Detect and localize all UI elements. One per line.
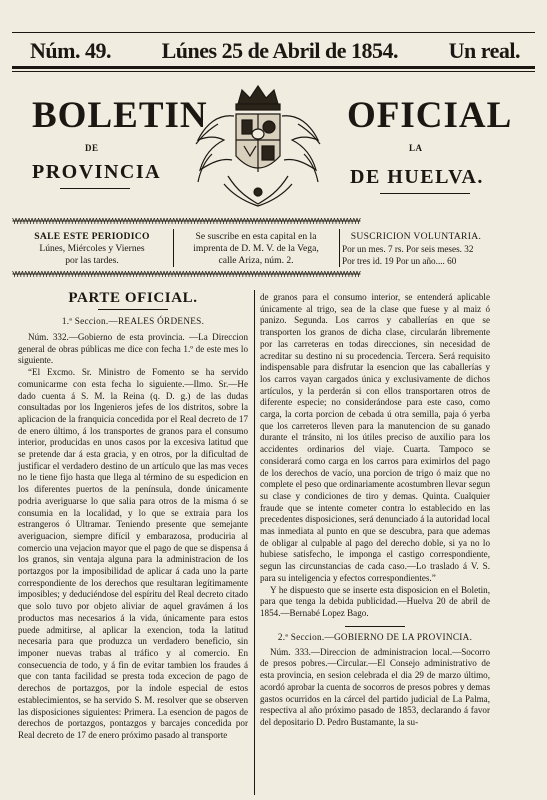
title-de-huelva: DE HUELVA.	[350, 166, 484, 188]
right-column	[260, 292, 490, 729]
title-la: LA	[409, 143, 423, 153]
info-schedule-line-1: SALE ESTE PERIODICO	[34, 231, 150, 242]
info-prices	[342, 231, 490, 267]
title-ornament-right	[380, 193, 470, 194]
masthead-rule	[12, 66, 535, 69]
section-rule	[345, 626, 405, 627]
issue-date: Lúnes 25 de Abril de 1854.	[161, 38, 398, 63]
title-ornament-left	[60, 188, 130, 189]
masthead	[30, 38, 520, 64]
section-title-reales-ordenes: 1.ª Seccion.—REALES ÓRDENES.	[61, 316, 205, 326]
top-rule	[12, 32, 535, 33]
paragraph: “El Excmo. Sr. Ministro de Fomento se ha servido comunicarme con esta fecha lo siguiente.—Ilmo. Sr.—He dado cuenta á S. M. la Reina (q. D. g.) de las dudas consultadas por los Ingenieros jefes de los distritos, sobre la aplicacion de la franquicia concedida por el Real decreto de 17 de enero último, á los transportes de granos para el consumo interior, producidas en unos casos por la excesiva latitud que se pretende dar á esta gracia, y en otros, por la dificultad de justificar el verdadero destino de un artículo que las mas veces no le tiene fijo hasta que llega al término de su espedicion en los diferentes puertos de la península, donde únicamente podria averiguarse lo que salia para otros de la misma ó se consumia en la localidad, y lo que se extraia para los estrangeros ó Ultramar. Teniendo presente que semejante averiguacion, siempre difícil y embarazosa, produciria al comercio una vejacion mayor que el pago de que se dispensa á los granos, sin ventaja alguna para la administracion de los portazgos por la imposibilidad de aplicar á cada uno la parte correspondiente de los derechos que resultaran legítimamente imposibles; y deduciéndose del espíritu del Real decreto citado que solo tuvo por objeto aliviar de aquel gravámen á los productos mas necesarios á la vida, únicamente para estos puede admitirse, al aplicar la exencion, toda la latitud necesaria para que produzca un verdadero beneficio, sin imponer nuevas trabas al tráfico y al comercio. En consecuencia de todo, y á fin de evitar tambien los fraudes á que con tanta facilidad se presta toda excecion de pago de derechos de portazgos, por la índole especial de estos establecimientos, se ha servido S. M. resolver que se observen las disposiciones siguientes: Primera. La esencion de pagos de derechos de portazgos, pontazgos y barcajes concedida por Real decreto de 17 de enero próximo pasado al transporte	[18, 367, 248, 740]
paragraph: de granos para el consumo interior, se entenderá aplicable únicamente al trigo, sea de la clase que fuese y al maiz ó panizo. Segunda. Los carros y caballerías en que se transporten los granos de dicha clase, circularán libremente por las carreteras en todas direcciones, sin necesidad de acreditar su destino ni su procedencia. Tercera. Será requisito indispensable para disfrutar la esencion que las caballerías y los carros vayan cargados única y exclusivamente de dichos artículos, y la perderán si con ellos transportaren otros de diferente especie; no considerándose para este caso, como carga, la corta porcion de cebada ú otra semilla, paja ó yerba que los carreteros lleven para la manutencion de su ganado durante el tránsito, ni los útiles preciso de auxilio para los accidentes ordinarios del viaje. Cuarta. Tampoco se considerará como carga en los carros para eximirlos del pago de los derechos de vacío, una porcion de trigo ó maiz que no complete el peso que ordinariamente acostumbren llevar segun su clase y condiciones de tiro y demas. Quinta. Cualquier fraude que se intente cometer contra lo establecido en las precedentes disposiciones, será denunciado á la autoridad local mas inmediata al punto en que se descubra, para que ademas de obligar al culpable al pago del derecho doble, si ya no lo hubiese satisfecho, le imponga el castigo correspondiente, segun las circunstancias de cada caso.—Lo traslado á V. S. para su inteligencia y efectos correspondientes.”	[260, 292, 490, 583]
info-subscription-line-2: imprenta de D. M. V. de la Vega,	[193, 243, 319, 254]
paragraph: Núm. 333.—Direccion de administracion local.—Socorro de presos pobres.—Circular.—El Consejo administrativo de esta provincia, en sesion celebrada el dia 29 de marzo último, acordó aprobar la cuenta de socorros de presos pobres y demas gastos ocurridos en la cárcel del partido judicial de La Palma, respectiva al año próximo pasado de 1853, declarando á favor del depositario D. Pedro Bustamante, la su-	[260, 646, 490, 727]
paragraph: Y he dispuesto que se inserte esta disposicion en el Boletin, para que tenga la debida publicidad.—Huelva 20 de abril de 1854.—Bernabé Lopez Bago.	[260, 584, 490, 618]
info-schedule-line-3: por las tardes.	[65, 255, 119, 266]
info-subscription-line-3: calle Ariza, núm. 2.	[218, 255, 294, 266]
info-schedule	[14, 231, 170, 267]
left-column-text	[18, 332, 248, 742]
title-oficial: OFICIAL	[347, 95, 513, 136]
section-heading: PARTE OFICIAL.	[68, 290, 198, 306]
left-column	[18, 290, 248, 742]
issue-number: Núm. 49.	[30, 38, 111, 63]
info-subscription-line-1: Se suscribe en esta capital en la	[195, 231, 317, 242]
title-de: DE	[85, 143, 99, 153]
info-divider-1	[173, 229, 174, 267]
title-provincia: PROVINCIA	[32, 161, 162, 183]
right-column-text	[260, 292, 490, 620]
info-prices-title: SUSCRICION VOLUNTARIA.	[350, 231, 482, 242]
decorative-border-bottom: ¥¥¥¥¥¥¥¥¥¥¥¥¥¥¥¥¥¥¥¥¥¥¥¥¥¥¥¥¥¥¥¥¥¥¥¥¥¥¥¥¥¥¥¥¥¥¥¥¥¥¥¥¥¥¥¥¥¥¥¥¥¥¥¥¥¥¥¥¥¥¥¥¥¥¥¥¥¥¥¥¥¥¥¥¥¥¥¥¥¥¥¥¥¥¥¥¥¥¥¥¥¥¥¥¥¥¥¥	[12, 271, 360, 278]
section-title-gobierno: 2.ª Seccion.—GOBIERNO DE LA PROVINCIA.	[277, 631, 473, 642]
right-column-text-2	[260, 647, 490, 729]
masthead-rule-thin	[12, 71, 535, 72]
title-boletin: BOLETIN	[32, 95, 208, 136]
royal-coat-of-arms-icon	[178, 84, 338, 208]
paragraph: Núm. 332.—Gobierno de esta provincia. —La Direccion general de obras públicas me dice con fecha 1.º de este mes lo siguiente.	[18, 332, 248, 366]
info-schedule-line-2: Lúnes, Miércoles y Viernes	[39, 243, 145, 254]
info-subscription	[176, 231, 336, 267]
issue-price: Un real.	[448, 38, 520, 63]
column-divider	[254, 290, 255, 795]
decorative-border-top: ¥¥¥¥¥¥¥¥¥¥¥¥¥¥¥¥¥¥¥¥¥¥¥¥¥¥¥¥¥¥¥¥¥¥¥¥¥¥¥¥¥¥¥¥¥¥¥¥¥¥¥¥¥¥¥¥¥¥¥¥¥¥¥¥¥¥¥¥¥¥¥¥¥¥¥¥¥¥¥¥¥¥¥¥¥¥¥¥¥¥¥¥¥¥¥¥¥¥¥¥¥¥¥¥¥¥¥¥	[12, 218, 360, 225]
info-prices-line-2: Por tres id. 19 Por un año.... 60	[342, 256, 457, 266]
info-divider-2	[339, 229, 340, 267]
info-prices-line-1: Por un mes. 7 rs. Por seis meses. 32	[342, 244, 474, 254]
heading-underline	[98, 309, 168, 310]
